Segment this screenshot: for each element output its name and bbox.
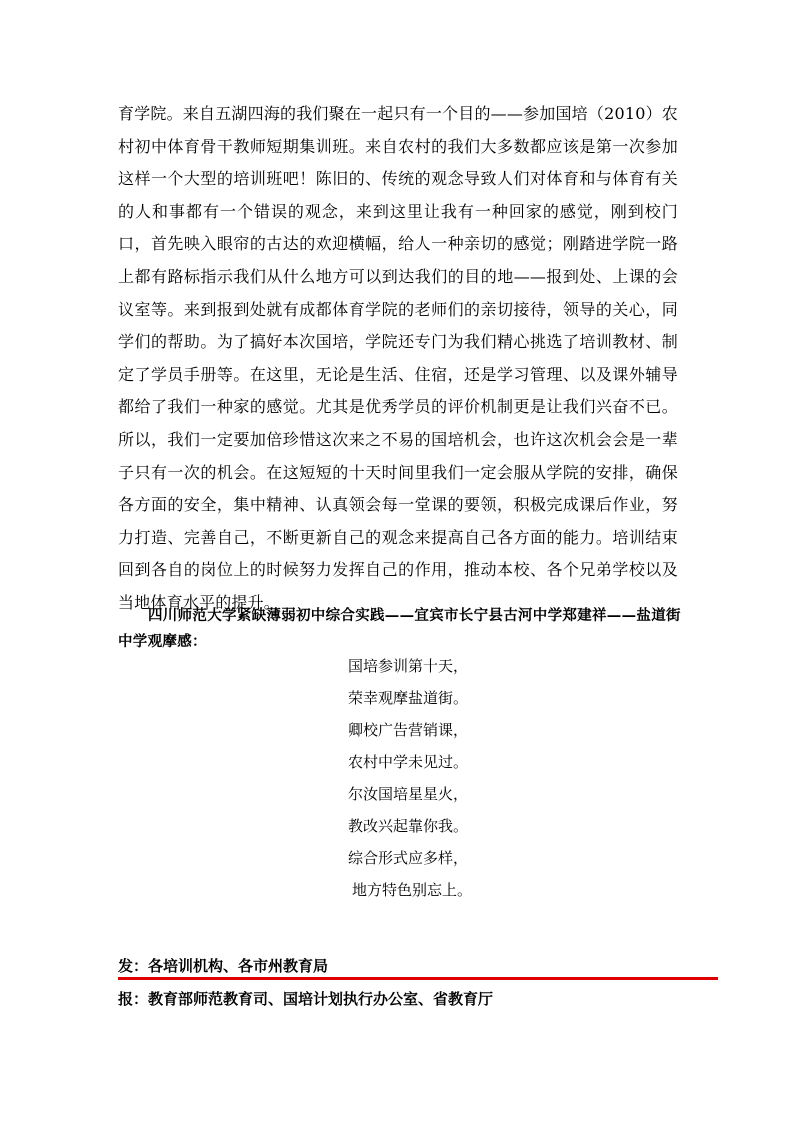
poem-line-1: 国培参训第十天， — [348, 657, 469, 675]
poem — [330, 650, 530, 906]
red-divider-rule — [118, 977, 718, 980]
body-paragraph: 育学院。来自五湖四海的我们聚在一起只有一个目的——参加国培（2010）农村初中体育骨干教师短期集训班。来自农村的我们大多数都应该是第一次参加这样一个大型的培训班吧！陈旧的、传统的观念导致人们对体育和与体育有关的人和事都有一个错误的观念，来到这里让我有一种回家的感觉，刚到校门口，首先映入眼帘的古达的欢迎横幅，给人一种亲切的感觉；刚踏进学院一路上都有路标指示我们从什么地方可以到达我们的目的地——报到处、上课的会议室等。来到报到处就有成都体育学院的老师们的亲切接待，领导的关心，同学们的帮助。为了搞好本次国培，学院还专门为我们精心挑选了培训教材、制定了学员手册等。在这里，无论是生活、住宿，还是学习管理、以及课外辅导都给了我们一种家的感觉。尤其是优秀学员的评价机制更是让我们兴奋不已。所以，我们一定要加倍珍惜这次来之不易的国培机会，也许这次机会会是一辈子只有一次的机会。在这短短的十天时间里我们一定会服从学院的安排，确保各方面的安全，集中精神、认真领会每一堂课的要领，积极完成课后作业，努力打造、完善自己，不断更新自己的观念来提高自己各方面的能力。培训结束回到各自的岗位上的时候努力发挥自己的作用，推动本校、各个兄弟学校以及当地体育水平的提升。 — [118, 104, 678, 612]
poem-line-4: 农村中学未见过。 — [348, 753, 469, 771]
distribution-send-line: 发：各培训机构、各市州教育局 — [118, 957, 329, 975]
poem-line-2: 荣幸观摩盐道街。 — [348, 689, 469, 707]
poem-line-7: 综合形式应多样， — [348, 849, 469, 867]
poem-line-5: 尔汝国培星星火， — [348, 785, 469, 803]
section-title: 四川师范大学紧缺薄弱初中综合实践——宜宾市长宁县古河中学郑建祥——盐道街中学观摩感： — [118, 607, 681, 650]
distribution-report-line: 报：教育部师范教育司、国培计划执行办公室、省教育厅 — [118, 990, 494, 1008]
poem-line-8: 地方特色别忘上。 — [352, 881, 473, 899]
poem-line-3: 卿校广告营销课， — [348, 721, 469, 739]
poem-line-6: 教改兴起靠你我。 — [348, 817, 469, 835]
